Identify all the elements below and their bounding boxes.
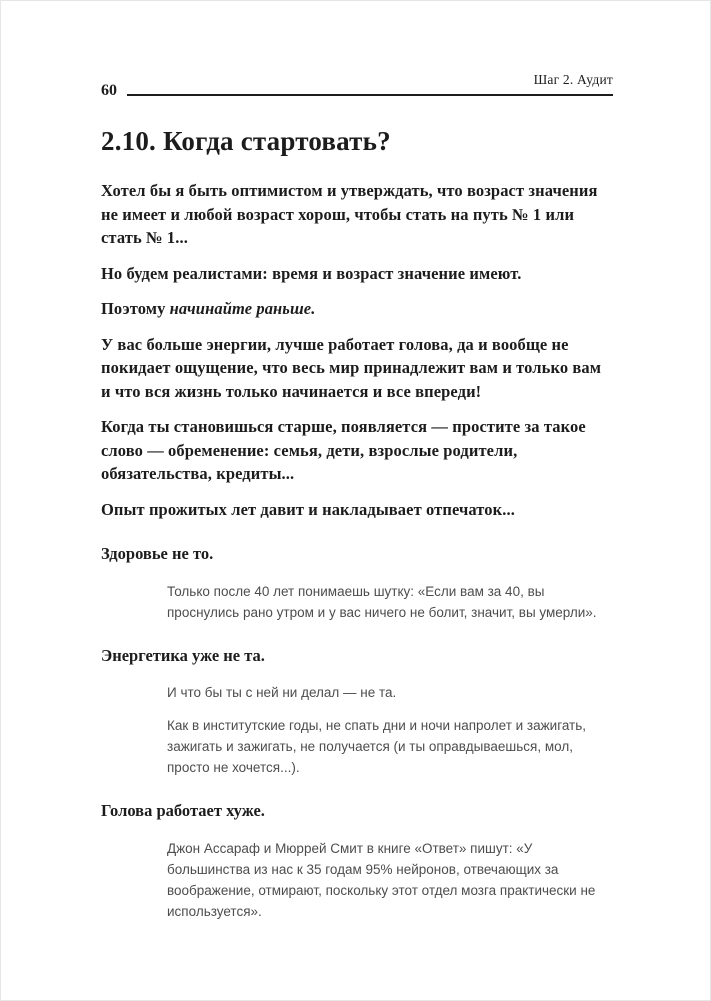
- paragraph: Хотел бы я быть оптимистом и утверждать, что возраст значения не имеет и любой возраст хорош, чтобы стать на путь № 1 или стать № 1...: [101, 181, 598, 247]
- paragraph: Когда ты становишься старше, появляется — простите за такое слово — обременение: семья, дети, взрослые родители, обязательства, кредиты...: [101, 417, 586, 483]
- page-number: 60: [101, 82, 117, 99]
- quote-block: Джон Ассараф и Мюррей Смит в книге «Ответ» пишут: «У большинства из нас к 35 годам 95% нейронов, отвечающих за воображение, отмирают, поскольку этот отдел мозга практически не используется».: [167, 840, 596, 919]
- sub-heading-energy: Энергетика уже не та.: [101, 645, 265, 665]
- sub-heading-brain: Голова работает хуже.: [101, 801, 265, 820]
- paragraph: Но будем реалистами: время и возраст значение имеют.: [101, 263, 522, 283]
- paragraph: У вас больше энергии, лучше работает голова, да и вообще не покидает ощущение, что весь мир принадлежит вам и только вам и что вся жизнь только начинается и все впереди!: [101, 334, 602, 401]
- paragraph: Опыт прожитых лет давит и накладывает отпечаток...: [101, 499, 515, 519]
- sub-heading-health: Здоровье не то.: [101, 544, 214, 563]
- page-header: [101, 71, 613, 99]
- header-rule: [127, 71, 613, 96]
- chapter-title: 2.10. Когда стартовать?: [101, 126, 391, 156]
- quote-block: Как в институтские годы, не спать дни и ночи напролет и зажигать, зажигать и зажигать, не получается (и ты оправдываешься, мол, просто не хочется...).: [167, 718, 587, 775]
- paragraph: [101, 297, 613, 321]
- quote-block: Только после 40 лет понимаешь шутку: «Если вам за 40, вы проснулись рано утром и у вас ничего не болит, значит, вы умерли».: [167, 583, 597, 620]
- paragraph-text: Поэтому: [101, 299, 170, 318]
- quote-block: И что бы ты с ней ни делал — не та.: [167, 685, 397, 700]
- paragraph-emphasis: начинайте раньше.: [169, 299, 316, 318]
- section-title: Шаг 2. Аудит: [533, 72, 613, 87]
